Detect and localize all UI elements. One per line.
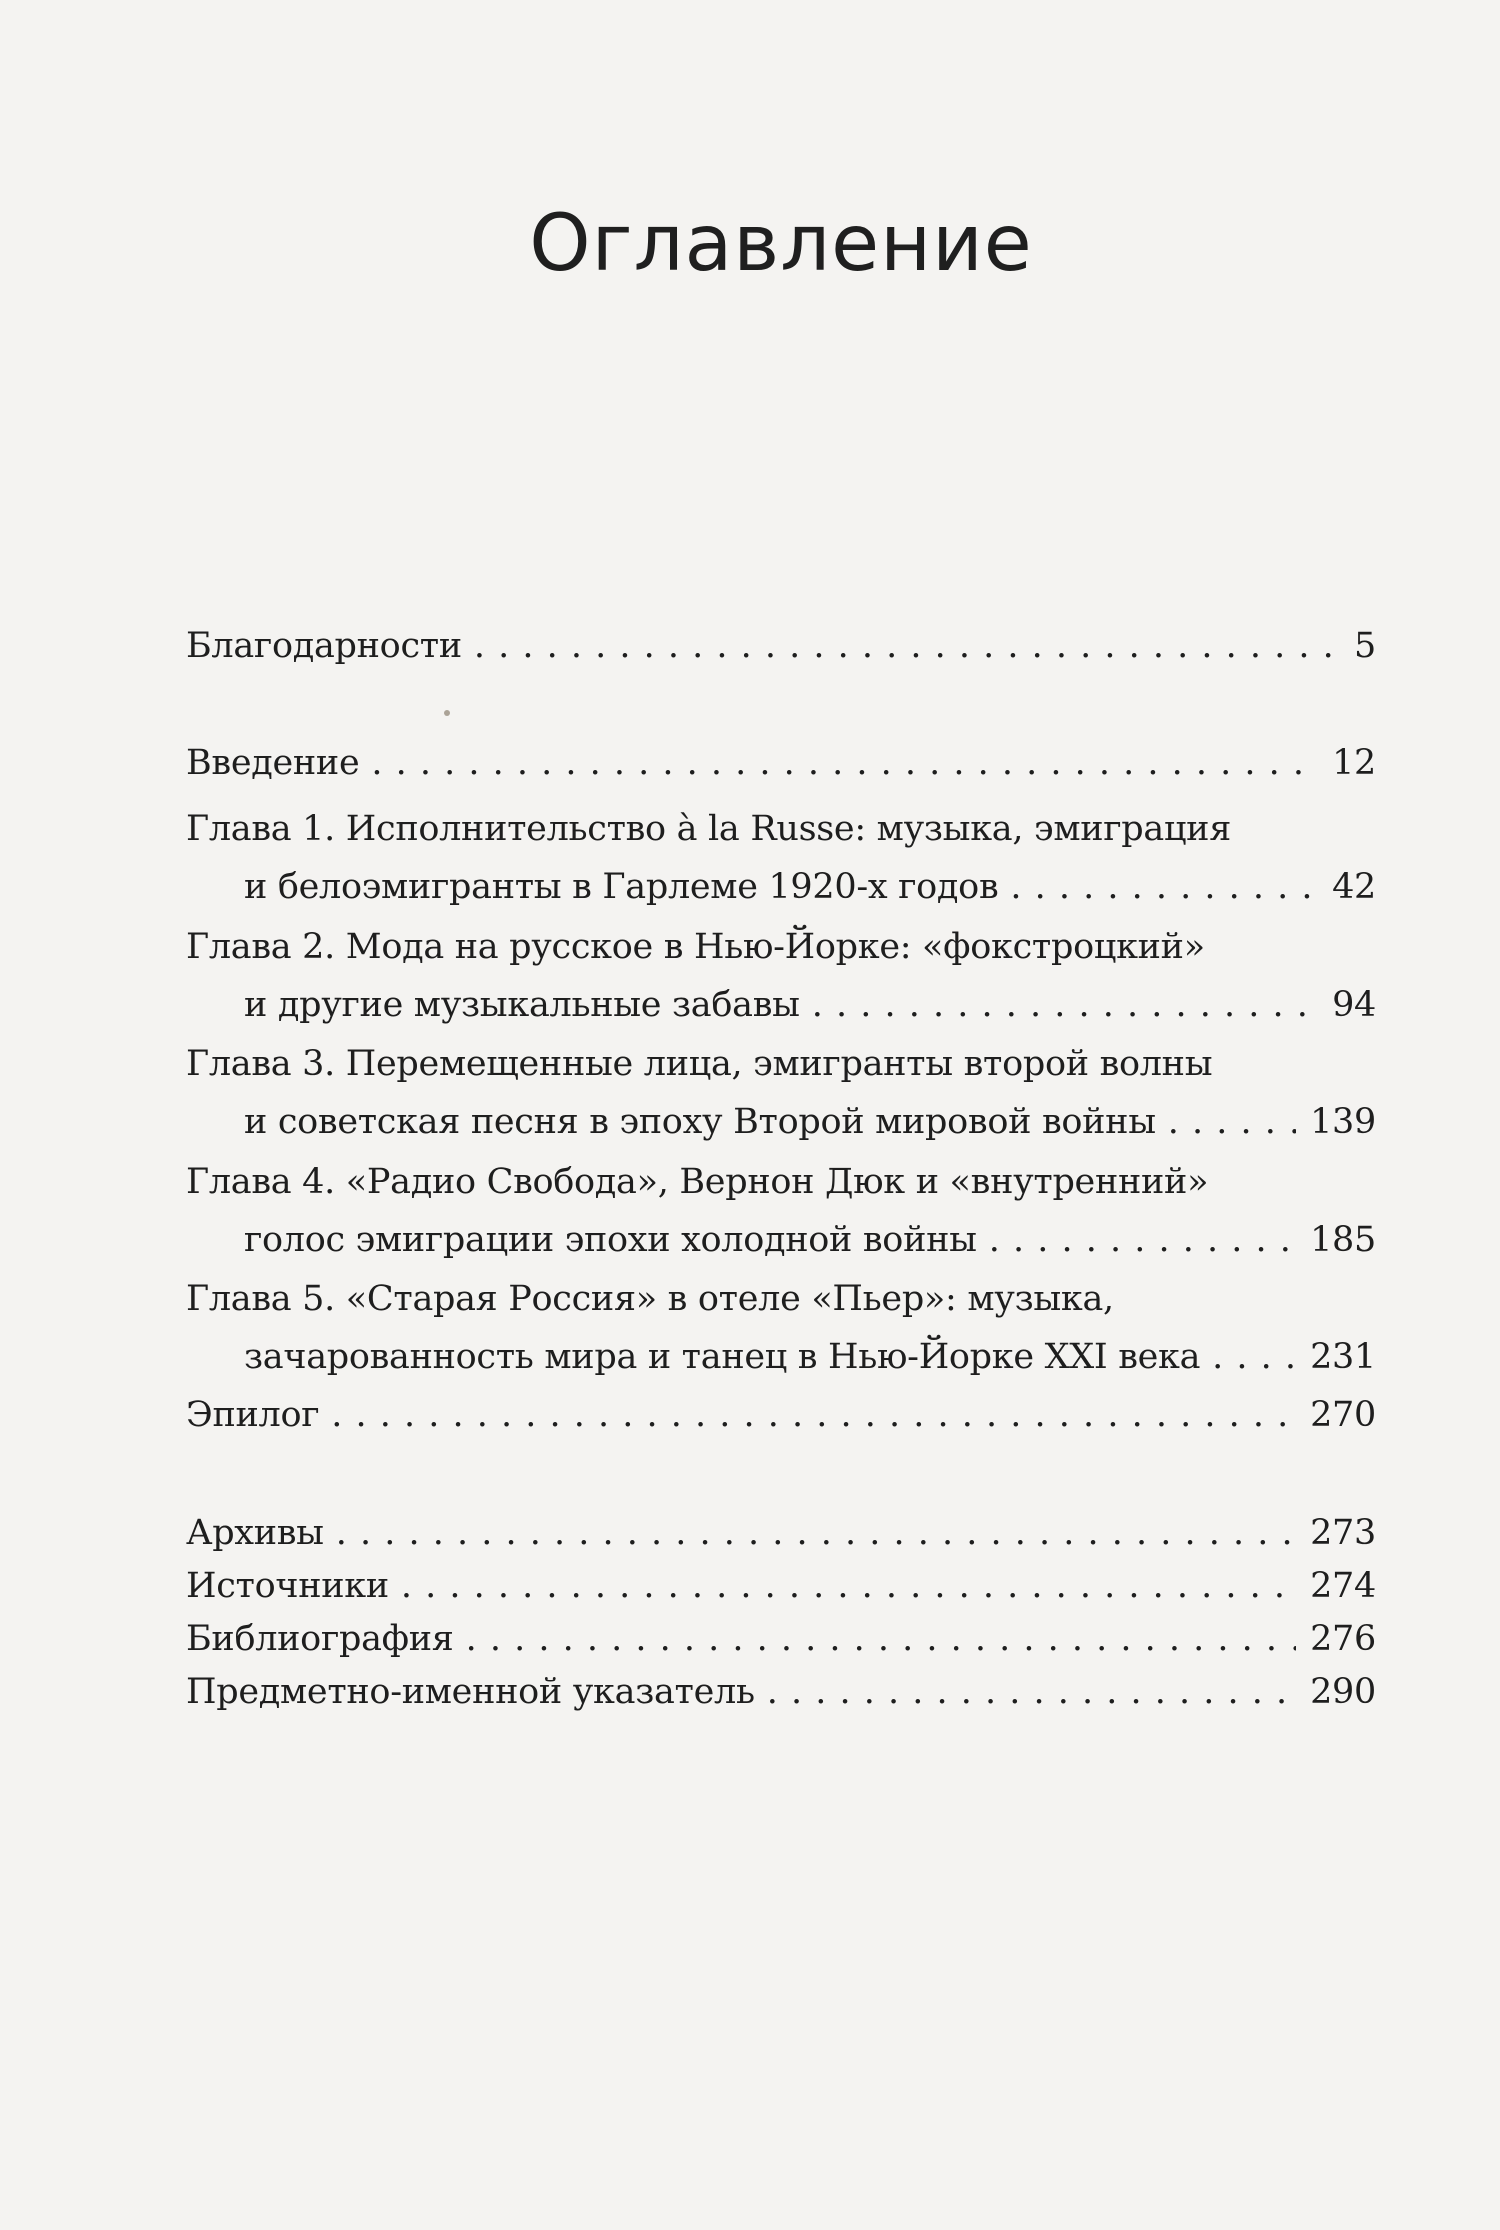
toc-entry-title: Глава 3. Перемещенные лица, эмигранты второй волны <box>186 1044 1213 1084</box>
toc-entry-chapter-1 <box>186 800 1376 916</box>
dot-leader <box>1168 1093 1296 1151</box>
dot-leader <box>466 1610 1297 1668</box>
toc-entry-title: Глава 5. «Старая Россия» в отеле «Пьер»: музыка, <box>186 1279 1114 1319</box>
toc-entry-title: Глава 4. «Радио Свобода», Вернон Дюк и «внутренний» <box>186 1162 1209 1202</box>
toc-entry-page: 5 <box>1354 626 1376 666</box>
toc-entry-chapter-4 <box>186 1153 1376 1269</box>
toc-entry-index <box>186 1663 1376 1721</box>
toc-entry-page: 42 <box>1332 867 1376 907</box>
dot-leader <box>1010 858 1318 916</box>
dot-leader <box>336 1504 1296 1562</box>
dot-leader <box>401 1557 1296 1615</box>
toc-entry-title: Предметно-именной указатель <box>186 1672 755 1712</box>
toc-entry-title: Благодарности <box>186 626 462 666</box>
toc-entry-page: 139 <box>1310 1102 1376 1142</box>
dot-leader <box>371 734 1318 792</box>
toc-entry-title: Введение <box>186 743 360 783</box>
toc-entry-bibliography <box>186 1610 1376 1668</box>
toc-entry-title: Глава 1. Исполнительство à la Russe: музыка, эмиграция <box>186 809 1231 849</box>
toc-entry-title: Источники <box>186 1566 389 1606</box>
dot-leader <box>1212 1328 1296 1386</box>
toc-entry-title-continued: и белоэмигранты в Гарлеме 1920-х годов <box>244 867 999 907</box>
dot-leader <box>767 1663 1296 1721</box>
toc-entry-page: 276 <box>1310 1619 1376 1659</box>
toc-entry-page: 274 <box>1310 1566 1376 1606</box>
toc-entry-title-continued: и советская песня в эпоху Второй мировой войны <box>244 1102 1156 1142</box>
toc-entry-page: 270 <box>1310 1395 1376 1435</box>
dot-leader <box>989 1211 1296 1269</box>
toc-entry-archives <box>186 1504 1376 1562</box>
toc-entry-title-continued: и другие музыкальные забавы <box>244 985 800 1025</box>
toc-entry-page: 185 <box>1310 1220 1376 1260</box>
toc-entry-chapter-3 <box>186 1035 1376 1151</box>
toc-entry-title: Архивы <box>186 1513 324 1553</box>
dot-leader <box>474 617 1340 675</box>
toc-entry-title: Библиография <box>186 1619 454 1659</box>
page-title: Оглавление <box>529 199 1033 289</box>
toc-entry-title: Эпилог <box>186 1395 320 1435</box>
toc-entry-page: 273 <box>1310 1513 1376 1553</box>
toc-entry-page: 94 <box>1332 985 1376 1025</box>
toc-entry-title: Глава 2. Мода на русское в Нью-Йорке: «фокстроцкий» <box>186 927 1205 967</box>
toc-entry-page: 290 <box>1310 1672 1376 1712</box>
toc-entry-sources <box>186 1557 1376 1615</box>
toc-entry-page: 12 <box>1332 743 1376 783</box>
toc-entry-acknowledgements <box>186 617 1376 675</box>
toc-entry-chapter-2 <box>186 918 1376 1034</box>
toc-entry-title-continued: зачарованность мира и танец в Нью-Йорке XXI века <box>244 1337 1201 1377</box>
toc-entry-page: 231 <box>1310 1337 1376 1377</box>
toc-entry-introduction <box>186 734 1376 792</box>
toc-entry-epilogue <box>186 1386 1376 1444</box>
toc-entry-chapter-5 <box>186 1270 1376 1386</box>
paper-speck <box>444 710 450 716</box>
toc-entry-title-continued: голос эмиграции эпохи холодной войны <box>244 1220 977 1260</box>
dot-leader <box>331 1386 1296 1444</box>
dot-leader <box>812 976 1318 1034</box>
